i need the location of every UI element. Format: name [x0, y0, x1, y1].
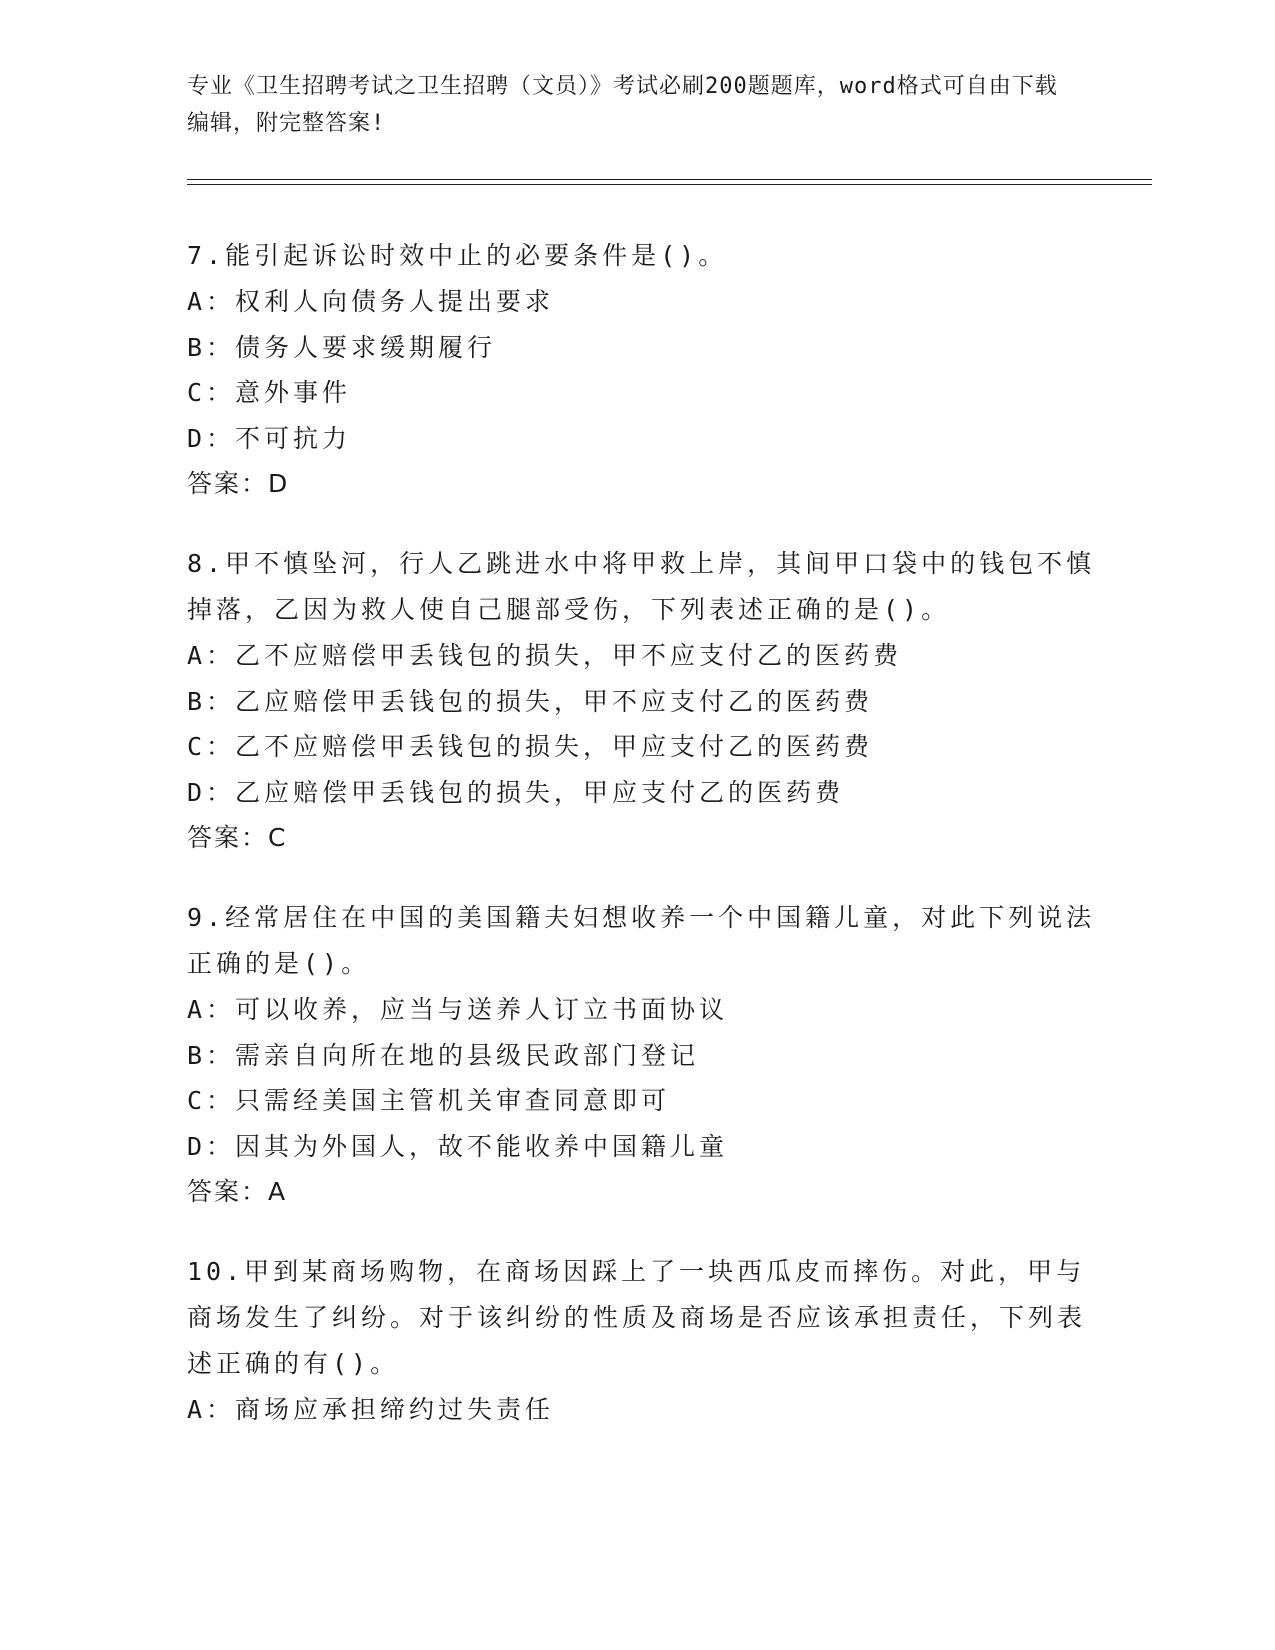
question-text: 10.甲到某商场购物，在商场因踩上了一块西瓜皮而摔伤。对此，甲与商场发生了纠纷。对于该纠纷的性质及商场是否应该承担责任，下列表述正确的有()。 [187, 1257, 1087, 1378]
option-b: B：需亲自向所在地的县级民政部门登记 [187, 1040, 700, 1070]
option-a: A：乙不应赔偿甲丢钱包的损失，甲不应支付乙的医药费 [187, 641, 903, 670]
question-text: 7.能引起诉讼时效中止的必要条件是()。 [187, 241, 728, 270]
question-text: 9.经常居住在中国的美国籍夫妇想收养一个中国籍儿童，对此下列说法正确的是()。 [187, 903, 1096, 978]
header-text: 专业《卫生招聘考试之卫生招聘（文员）》考试必刷200题题库，word格式可自由下载编辑，附完整答案! [187, 74, 1058, 136]
answer: 答案：A [187, 1177, 288, 1206]
option-c: C：乙不应赔偿甲丢钱包的损失，甲应支付乙的医药费 [187, 732, 874, 761]
option-c: C：意外事件 [187, 378, 352, 407]
question-text: 8.甲不慎坠河，行人乙跳进水中将甲救上岸，其间甲口袋中的钱包不慎掉落，乙因为救人使自己腿部受伤，下列表述正确的是()。 [187, 549, 1096, 624]
answer: 答案：D [187, 469, 290, 498]
question-9 [187, 895, 1107, 1215]
option-d: D：乙应赔偿甲丢钱包的损失，甲应支付乙的医药费 [187, 777, 845, 807]
header-divider-bottom [187, 184, 1152, 185]
question-10 [187, 1249, 1107, 1433]
option-b: B：乙应赔偿甲丢钱包的损失，甲不应支付乙的医药费 [187, 686, 874, 716]
document-header [187, 68, 1067, 142]
option-b: B：债务人要求缓期履行 [187, 332, 497, 362]
option-a: A：可以收养，应当与送养人订立书面协议 [187, 995, 729, 1024]
option-c: C：只需经美国主管机关审查同意即可 [187, 1086, 671, 1115]
option-a: A：商场应承担缔约过失责任 [187, 1395, 555, 1424]
question-8 [187, 541, 1107, 861]
option-a: A：权利人向债务人提出要求 [187, 287, 555, 316]
header-divider-top [187, 179, 1152, 180]
option-d: D：因其为外国人，故不能收养中国籍儿童 [187, 1131, 729, 1161]
question-list [187, 233, 1107, 1467]
answer: 答案：C [187, 823, 288, 852]
option-d: D：不可抗力 [187, 423, 352, 453]
question-7 [187, 233, 1107, 507]
